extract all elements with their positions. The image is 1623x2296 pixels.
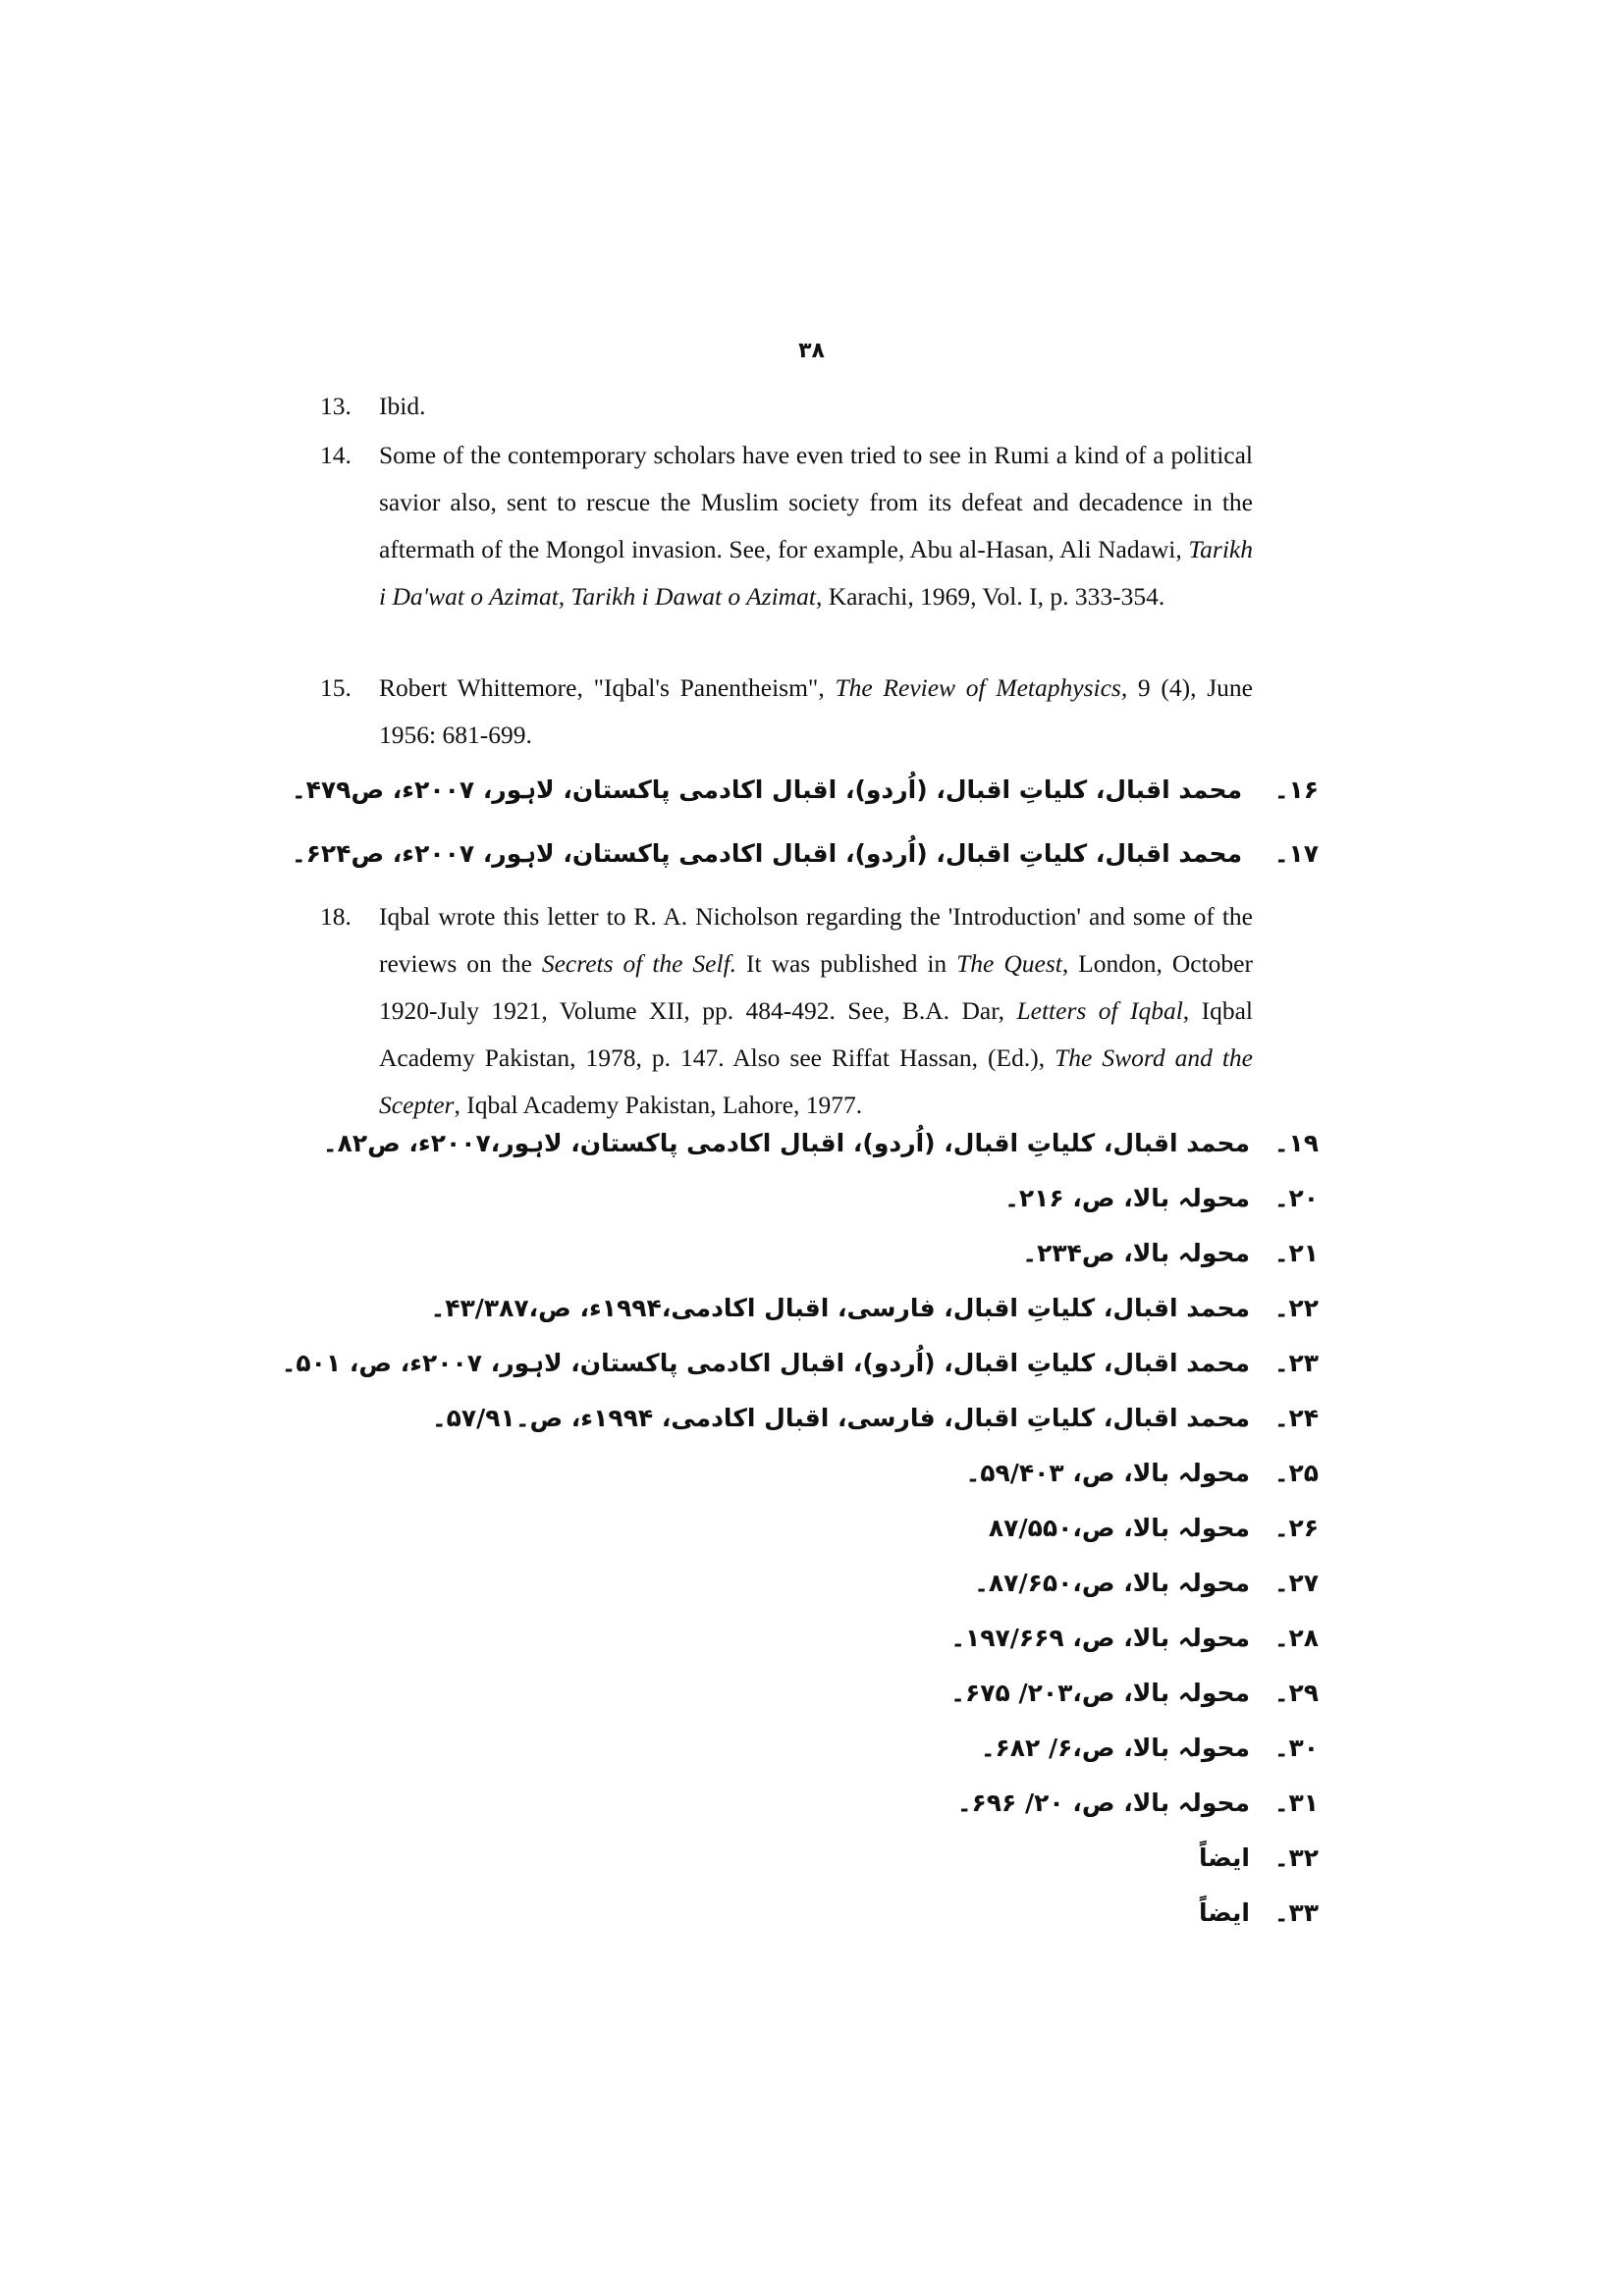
italic-title: The Quest <box>956 949 1062 978</box>
urdu-footnote <box>323 1124 1319 1163</box>
footnote-number: 14. <box>320 441 352 469</box>
footnote-number: ۳۰۔ <box>1273 1734 1319 1762</box>
footnote-number: ۲۶۔ <box>1273 1514 1319 1542</box>
footnote-number: 18. <box>320 902 352 931</box>
urdu-footnote <box>989 1509 1319 1548</box>
footnote-text: ایضاً <box>1199 1843 1250 1872</box>
text-run: Ibid. <box>379 392 426 420</box>
footnote-text: محولہ بالا، ص،۸۷/۵۵۰ <box>988 1514 1250 1542</box>
page-number: ۳۸ <box>798 339 825 363</box>
footnote-text: محولہ بالا، ص،۲۰۳/ ۶۷۵۔ <box>950 1679 1250 1707</box>
urdu-footnote <box>974 1564 1319 1603</box>
urdu-footnote-16 <box>292 771 1319 810</box>
footnote-number: ۲۵۔ <box>1273 1459 1319 1487</box>
footnote-number: 13. <box>320 392 352 420</box>
italic-title: Tarikh i Da'wat o Azimat, Tarikh i Dawat o Azimat <box>379 535 1253 611</box>
italic-title: The Review of Metaphysics, <box>835 673 1128 702</box>
footnote-text: محولہ بالا، ص،۶/ ۶۸۲۔ <box>980 1734 1250 1762</box>
text-run: , Karachi, 1969, Vol. I, p. 333-354. <box>815 582 1165 611</box>
italic-title: Secrets of the Self. <box>541 949 737 978</box>
footnote-text: محمد اقبال، کلیاتِ اقبال، فارسی، اقبال اکادمی، ۱۹۹۴ء، ص۔۵۷/۹۱۔ <box>431 1404 1250 1432</box>
urdu-footnote <box>950 1619 1319 1658</box>
footnote-text: محولہ بالا، ص، ۲۱۶۔ <box>1004 1184 1250 1212</box>
urdu-footnote <box>1004 1179 1319 1218</box>
urdu-footnote <box>282 1344 1319 1383</box>
footnote-number: ۱۹۔ <box>1273 1129 1319 1157</box>
urdu-footnote <box>966 1454 1319 1493</box>
footnote-text: محمد اقبال، کلیاتِ اقبال، فارسی، اقبال اکادمی،۱۹۹۴ء، ص،۴۳/۳۸۷۔ <box>430 1294 1250 1322</box>
urdu-footnote-17 <box>292 834 1319 874</box>
footnote-number: ۲۲۔ <box>1273 1294 1319 1322</box>
footnote-15 <box>320 665 1253 759</box>
urdu-footnote <box>950 1674 1319 1713</box>
footnote-number: ۳۲۔ <box>1273 1843 1319 1872</box>
urdu-footnote <box>1199 1839 1319 1878</box>
urdu-footnote <box>981 1729 1319 1768</box>
footnote-text: محمد اقبال، کلیاتِ اقبال، (اُردو)، اقبال اکادمی پاکستان، لاہور، ۲۰۰۷ء، ص۶۲۴۔ <box>292 839 1243 868</box>
urdu-footnote <box>1022 1234 1319 1273</box>
footnote-number: ۲۳۔ <box>1273 1349 1319 1377</box>
footnote-text: محولہ بالا، ص۲۳۴۔ <box>1022 1239 1250 1267</box>
footnote-number: ۳۱۔ <box>1273 1789 1319 1817</box>
footnote-number: ۲۴۔ <box>1273 1404 1319 1432</box>
footnote-text: محولہ بالا، ص،۸۷/۶۵۰۔ <box>974 1569 1250 1597</box>
italic-title: Letters of Iqbal <box>1016 996 1183 1025</box>
urdu-footnote <box>1199 1894 1319 1933</box>
text-run: 9 (4), June 1956: 681-699. <box>379 673 1253 749</box>
footnote-number: ۲۱۔ <box>1273 1239 1319 1267</box>
urdu-footnote <box>432 1399 1319 1438</box>
footnote-text <box>379 432 1253 620</box>
footnote-text: محمد اقبال، کلیاتِ اقبال، (اُردو)، اقبال اکادمی پاکستان، لاہور، ۲۰۰۷ء، ص، ۵۰۱۔ <box>281 1349 1250 1377</box>
footnote-number: ۱۶۔ <box>1273 775 1319 804</box>
italic-title: The Sword and the Scepter <box>379 1043 1253 1119</box>
footnote-number: ۲۰۔ <box>1273 1184 1319 1212</box>
footnote-13 <box>320 383 1253 430</box>
footnote-14 <box>320 432 1253 620</box>
footnote-number: ۲۹۔ <box>1273 1679 1319 1707</box>
text-run: Some of the contemporary scholars have even tried to see in Rumi a kind of a political savior also, sent to rescue the Muslim society from its defeat and decadence in the aftermath of the Mongol invasion. See, for example, Abu al-Hasan, Ali Nadawi, <box>379 441 1253 563</box>
footnote-text: ایضاً <box>1199 1898 1250 1927</box>
text-run: It was published in <box>736 949 957 978</box>
urdu-footnote <box>431 1289 1319 1328</box>
footnote-text: محمد اقبال، کلیاتِ اقبال، (اُردو)، اقبال اکادمی پاکستان، لاہور،۲۰۰۷ء، ص۸۲۔ <box>322 1129 1250 1157</box>
text-run: , Iqbal Academy Pakistan, 1978, p. 147. Also see Riffat Hassan, (Ed.), <box>379 996 1253 1072</box>
footnote-text: محمد اقبال، کلیاتِ اقبال، (اُردو)، اقبال اکادمی پاکستان، لاہور، ۲۰۰۷ء، ص۴۷۹۔ <box>292 775 1243 804</box>
footnote-number: ۳۳۔ <box>1273 1898 1319 1927</box>
footnote-number: ۲۸۔ <box>1273 1624 1319 1652</box>
footnote-number: ۱۷۔ <box>1273 839 1319 868</box>
footnote-18 <box>320 893 1253 1129</box>
text-run: , London, October 1920-July 1921, Volume XII, pp. 484-492. See, B.A. Dar, <box>379 949 1253 1025</box>
footnote-text <box>379 383 1253 430</box>
text-run: Iqbal wrote this letter to R. A. Nicholson regarding the 'Introduction' and some of the reviews on the <box>379 902 1253 978</box>
footnote-text <box>379 665 1253 759</box>
footnote-text: محولہ بالا، ص، ۱۹۷/۶۶۹۔ <box>950 1624 1250 1652</box>
urdu-footnote <box>957 1784 1319 1823</box>
footnote-text: محولہ بالا، ص، ۵۹/۴۰۳۔ <box>965 1459 1250 1487</box>
footnote-text: محولہ بالا، ص، ۲۰/ ۶۹۶۔ <box>956 1789 1250 1817</box>
footnote-text <box>379 893 1253 1129</box>
text-run: Robert Whittemore, "Iqbal's Panentheism", <box>379 673 836 702</box>
footnote-number: ۲۷۔ <box>1273 1569 1319 1597</box>
footnote-number: 15. <box>320 673 352 702</box>
text-run: , Iqbal Academy Pakistan, Lahore, 1977. <box>454 1091 863 1119</box>
